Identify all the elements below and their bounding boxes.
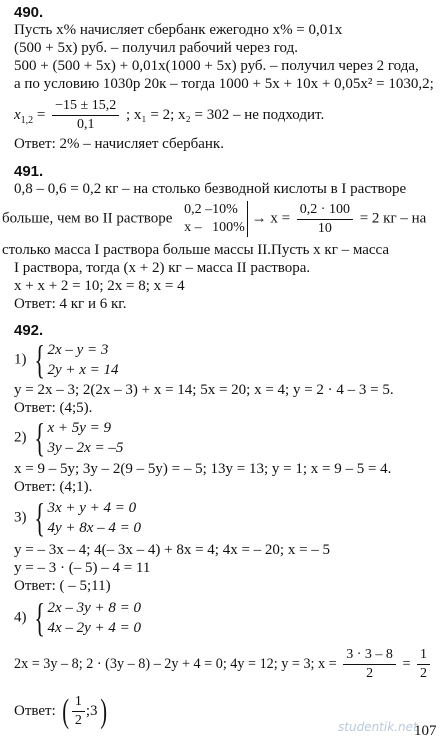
system-4-answer	[14, 694, 109, 729]
system-4-answer-denominator: 2	[74, 713, 82, 728]
problem-491-line-4: I раствора, тогда (x + 2) кг – масса II раствора.	[14, 260, 311, 276]
system-1-brace: {	[34, 337, 46, 382]
system-4-answer-rest: ;3	[85, 703, 98, 719]
problem-491-proportion	[2, 201, 426, 237]
system-3-solution-2: y = – 3 · (– 5) – 4 = 11	[14, 560, 151, 576]
system-1-rows	[47, 340, 118, 380]
system-3-label: 3)	[14, 509, 27, 526]
roots-result: ; x₁ = 2; x₂ = 302 – не подходит.	[125, 106, 325, 123]
system-4-equations	[30, 595, 142, 640]
answer-close-paren: )	[99, 692, 107, 730]
proportion-fraction-numerator: 0,2 · 100	[297, 202, 353, 220]
system-4-label: 4)	[14, 609, 27, 626]
system-2-brace: {	[34, 415, 46, 460]
system-2-answer: Ответ: (4;1).	[14, 479, 93, 495]
system-4-brace: {	[34, 595, 46, 640]
system-4-eq-1: 2x – 3y + 8 = 0	[47, 600, 142, 616]
system-2-eq-2: 3y – 2x = –5	[47, 440, 124, 456]
problem-490-line-4: а по условию 1030р 20к – тогда 1000 + 5x + 10x + 0,05x² = 1030,2;	[14, 76, 434, 92]
roots-equals: =	[33, 106, 50, 123]
proportion-cell-b: 10%	[212, 202, 238, 217]
system-3-equations	[30, 495, 142, 540]
system-3-answer: Ответ: ( – 5;11)	[14, 578, 111, 594]
problem-490-answer: Ответ: 2% – начисляет сбербанк.	[14, 136, 224, 152]
system-4-solution-text: 2x = 3y – 8; 2 · (3y – 8) – 2y + 4 = 0; 4y = 12; y = 3; x =	[14, 655, 337, 672]
problem-490-line-1: Пусть x% начисляет сбербанк ежегодно x% = 0,01x	[14, 22, 343, 38]
proportion-cell-a: 0,2 –	[184, 202, 213, 217]
roots-fraction	[52, 98, 119, 133]
system-3-solution-1: y = – 3x – 4; 4(– 3x – 4) + 8x = 4; 4x = – 20; x = – 5	[14, 542, 331, 558]
system-3	[14, 495, 142, 540]
proportion-arrow: → x =	[251, 210, 291, 227]
roots-subscript: 1,2	[20, 114, 34, 126]
system-1	[14, 337, 119, 382]
proportion-result: = 2 кг – на	[359, 210, 427, 227]
problem-491-number: 491.	[14, 163, 44, 180]
system-1-label: 1)	[14, 351, 27, 368]
watermark: studentik.net	[338, 720, 418, 734]
proportion-left-column	[184, 201, 212, 237]
system-2	[14, 415, 124, 460]
problem-490-roots	[14, 98, 324, 133]
problem-492-number: 492.	[14, 322, 44, 339]
system-3-eq-2: 4y + 8x – 4 = 0	[47, 520, 142, 536]
system-2-eq-1: x + 5y = 9	[47, 420, 112, 436]
system-2-label: 2)	[14, 429, 27, 446]
system-4-answer-label: Ответ:	[14, 702, 56, 719]
proportion-intro: больше, чем во II растворе	[2, 210, 173, 227]
proportion-cell-c: x –	[184, 220, 202, 235]
page-number: 107	[414, 723, 437, 739]
system-1-equations	[30, 337, 119, 382]
system-2-equations	[30, 415, 124, 460]
proportion-table	[184, 201, 248, 237]
problem-491-answer: Ответ: 4 кг и 6 кг.	[14, 296, 127, 312]
system-4-x-value-denominator: 2	[420, 666, 428, 681]
problem-491-line-5: x + x + 2 = 10; 2x = 8; x = 4	[14, 278, 185, 294]
system-3-eq-1: 3x + y + 4 = 0	[47, 500, 137, 516]
roots-fraction-numerator: −15 ± 15,2	[52, 98, 119, 116]
system-4-answer-fraction	[72, 694, 85, 729]
problem-490-number: 490.	[14, 4, 44, 21]
system-4-x-fraction-numerator: 3 · 3 – 8	[343, 647, 396, 665]
system-2-rows	[47, 418, 123, 458]
system-4-equals: =	[402, 655, 411, 672]
proportion-fraction	[297, 202, 353, 237]
system-4-rows	[47, 598, 141, 638]
proportion-cell-d: 100%	[212, 220, 245, 235]
system-1-eq-1: 2x – y = 3	[47, 342, 109, 358]
roots-fraction-denominator: 0,1	[76, 117, 95, 132]
system-4	[14, 595, 142, 640]
system-4-x-value	[417, 647, 430, 682]
problem-491-line-1: 0,8 – 0,6 = 0,2 кг – на столько безводной кислоты в I растворе	[14, 181, 407, 197]
system-4-x-fraction-denominator: 2	[366, 666, 374, 681]
problem-491-line-3: столько масса I раствора больше массы II.Пусть x кг – масса	[2, 242, 390, 258]
roots-variable: x	[14, 106, 21, 123]
problem-490-line-2: (500 + 5x) руб. – получил рабочий через год.	[14, 40, 299, 56]
proportion-fraction-denominator: 10	[317, 220, 332, 236]
system-4-answer-pair	[60, 694, 109, 729]
system-4-x-fraction	[343, 647, 396, 682]
answer-open-paren: (	[61, 692, 69, 730]
problem-490-line-3: 500 + (500 + 5x) + 0,01x(1000 + 5x) руб. – получил через 2 года,	[14, 58, 419, 74]
system-2-solution: x = 9 – 5y; 3y – 2(9 – 5y) = – 5; 13y = 13; y = 1; x = 9 – 5 = 4.	[14, 461, 392, 477]
system-1-answer: Ответ: (4;5).	[14, 400, 93, 416]
proportion-right-column	[212, 201, 245, 237]
system-3-brace: {	[34, 495, 46, 540]
system-4-answer-numerator: 1	[72, 694, 85, 712]
system-4-x-value-numerator: 1	[417, 647, 430, 665]
system-1-eq-2: 2y + x = 14	[47, 362, 119, 378]
system-3-rows	[47, 498, 141, 538]
system-1-solution: y = 2x – 3; 2(2x – 3) + x = 14; 5x = 20; x = 4; y = 2 · 4 – 3 = 5.	[14, 382, 394, 398]
system-4-eq-2: 4x – 2y + 4 = 0	[47, 620, 142, 636]
system-4-solution	[14, 647, 433, 682]
